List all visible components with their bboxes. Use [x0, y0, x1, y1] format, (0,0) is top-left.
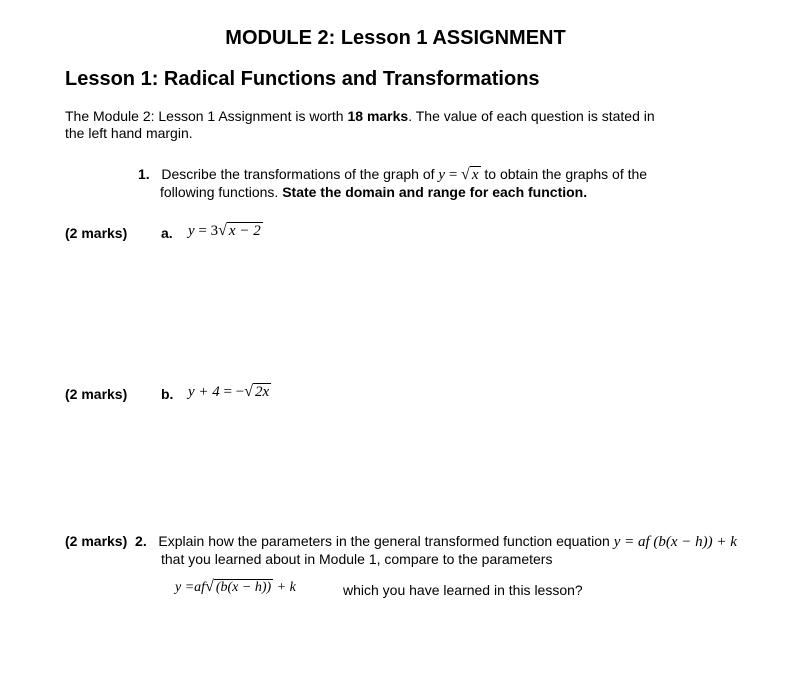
intro-marks-total: 18 marks: [347, 108, 409, 124]
part-b-marks: (2 marks): [65, 386, 128, 402]
radical-general-equation: y =af√ (b(x − h)) + k: [175, 578, 296, 595]
question-1: [138, 166, 647, 201]
question-2: [65, 533, 737, 568]
intro-text-before: The Module 2: Lesson 1 Assignment is worth: [65, 108, 348, 124]
question-2-line-2: that you learned about in Module 1, compare to the parameters: [161, 551, 553, 567]
question-2-number: 2.: [135, 533, 147, 549]
part-a-marks: (2 marks): [65, 225, 128, 241]
module-title: MODULE 2: Lesson 1 ASSIGNMENT: [225, 27, 566, 49]
question-1-line-1: [138, 166, 647, 184]
question-2-line-1: [65, 533, 737, 551]
part-b-label: b.: [161, 386, 174, 402]
question-1-text-after: to obtain the graphs of the: [480, 166, 648, 182]
sqrt-radical: √ (b(x − h)): [205, 578, 272, 595]
part-a-equation: y = 3√ x − 2: [188, 222, 261, 239]
intro-paragraph: [65, 108, 655, 142]
question-2-marks: (2 marks): [65, 533, 128, 549]
question-1-number: 1.: [138, 166, 150, 182]
question-1-equation: y = √ x: [438, 166, 479, 183]
sqrt-radical: √ 2x: [244, 383, 270, 400]
intro-line-1: [65, 108, 655, 125]
question-1-text-before: Describe the transformations of the graph of: [161, 166, 439, 182]
general-equation: y = af (b(x − h)) + k: [613, 534, 737, 550]
question-2-text-before: Explain how the parameters in the general transformed function equation: [158, 533, 614, 549]
lesson-title: Lesson 1: Radical Functions and Transformations: [65, 68, 540, 90]
part-b-equation: y + 4 = −√ 2x: [188, 383, 270, 400]
question-2-text-after: which you have learned in this lesson?: [343, 582, 583, 598]
sqrt-radical: √ x: [461, 166, 479, 183]
intro-line-2: the left hand margin.: [65, 125, 193, 141]
intro-text-after: . The value of each question is stated in: [408, 108, 655, 124]
question-1-instruction: State the domain and range for each function.: [282, 184, 588, 200]
sqrt-radical: √ x − 2: [218, 222, 261, 239]
part-a-label: a.: [161, 225, 173, 241]
question-1-line-2: following functions. State the domain and range for each function.: [160, 184, 588, 200]
